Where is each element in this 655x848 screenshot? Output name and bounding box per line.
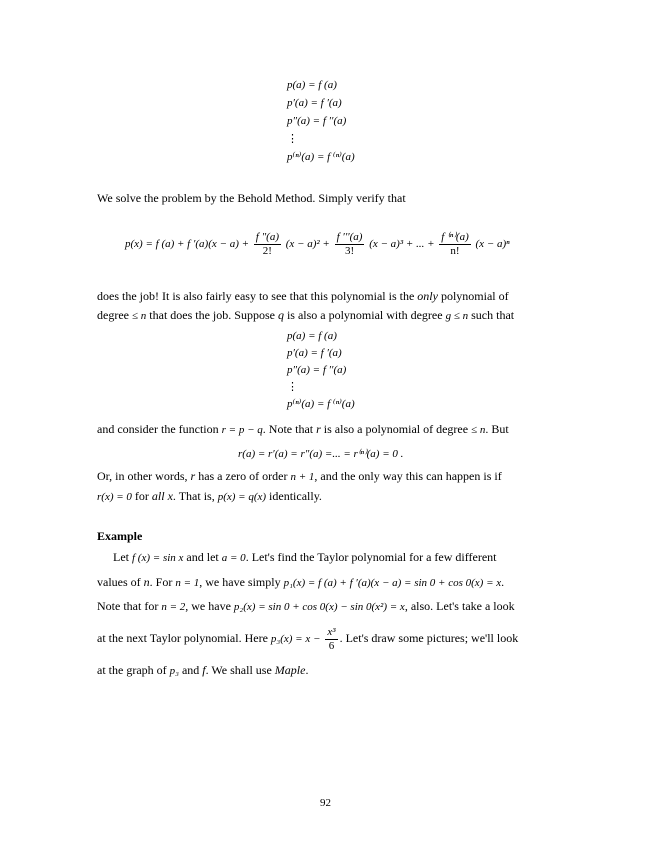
paragraph-line bbox=[113, 550, 497, 565]
paragraph-line bbox=[97, 308, 514, 323]
equation-line: p″(a) = f ′′(a) bbox=[287, 364, 347, 376]
text: is also a polynomial of degree bbox=[323, 422, 469, 436]
emphasis: f bbox=[202, 663, 206, 677]
paragraph-line bbox=[97, 489, 322, 504]
paragraph-line bbox=[97, 663, 308, 678]
paragraph-line bbox=[97, 469, 502, 484]
equation-line: p⁽ⁿ⁾(a) = f ⁽ⁿ⁾(a) bbox=[287, 151, 355, 163]
text: and let bbox=[186, 550, 219, 564]
equation-set-1 bbox=[287, 78, 355, 168]
math: n = 2 bbox=[161, 601, 186, 613]
emphasis: all x bbox=[151, 489, 173, 503]
math: p₃(x) = x − bbox=[270, 633, 321, 645]
math: n + 1 bbox=[290, 471, 315, 483]
text: , and the only way this can happen is if bbox=[314, 469, 502, 483]
math: p₁(x) = f (a) + f ′(a)(x − a) = sin 0 + cos 0(x) = x bbox=[283, 577, 502, 589]
text: identically. bbox=[269, 489, 322, 503]
fraction-numerator: x³ bbox=[327, 625, 336, 638]
text: values of bbox=[97, 575, 141, 589]
text: . That is, bbox=[172, 489, 215, 503]
emphasis: r bbox=[190, 469, 196, 483]
equation-line: p⁽ⁿ⁾(a) = f ⁽ⁿ⁾(a) bbox=[287, 398, 355, 410]
math: n = 1 bbox=[175, 577, 200, 589]
text: does the job! It is also fairly easy to see that this polynomial is the bbox=[97, 289, 415, 303]
text: for bbox=[134, 489, 149, 503]
text: . Let's draw some pictures; we'll look bbox=[339, 631, 519, 645]
emphasis: only bbox=[417, 289, 438, 303]
example-heading: Example bbox=[97, 529, 143, 543]
equation-line: p″(a) = f ′′(a) bbox=[287, 115, 347, 127]
fraction-denominator: 2! bbox=[262, 244, 272, 257]
page-number: 92 bbox=[320, 797, 331, 809]
text: . But bbox=[485, 422, 509, 436]
text: , we have simply bbox=[199, 575, 281, 589]
formula-lhs: p(x) = f (a) + f ′(a)(x − a) + bbox=[125, 238, 250, 250]
text: . bbox=[501, 575, 505, 589]
math: r(x) = 0 bbox=[97, 491, 132, 503]
math: r = p − q bbox=[221, 424, 263, 436]
text: , also. Let's take a look bbox=[404, 599, 515, 613]
fraction bbox=[325, 626, 337, 653]
fraction-numerator: f ⁽ⁿ⁾(a) bbox=[441, 230, 469, 243]
text: . For bbox=[149, 575, 173, 589]
formula-term: (x − a)ⁿ bbox=[475, 238, 510, 250]
text: is also a polynomial with degree bbox=[286, 308, 443, 322]
paragraph-line bbox=[97, 599, 515, 614]
text: , we have bbox=[185, 599, 231, 613]
paragraph-behold: We solve the problem by the Behold Method. Simply verify that bbox=[97, 191, 406, 205]
text: has a zero of order bbox=[198, 469, 288, 483]
text: at the next Taylor polynomial. Here bbox=[97, 631, 268, 645]
math: ≤ n bbox=[131, 310, 147, 322]
equation-line: p(a) = f (a) bbox=[287, 330, 337, 342]
text: and bbox=[181, 663, 200, 677]
equation-line: ⋮ bbox=[287, 381, 298, 393]
text: that does the job. Suppose bbox=[149, 308, 275, 322]
emphasis: n bbox=[143, 575, 150, 589]
fraction bbox=[335, 231, 365, 258]
text: at the graph of bbox=[97, 663, 167, 677]
text: . Note that bbox=[262, 422, 314, 436]
fraction-denominator: 6 bbox=[328, 639, 335, 652]
math: ≤ n bbox=[471, 424, 486, 436]
math: p₂(x) = sin 0 + cos 0(x) − sin 0(x²) = x bbox=[233, 601, 405, 613]
text: degree bbox=[97, 308, 129, 322]
fraction-denominator: 3! bbox=[344, 244, 355, 257]
text: . bbox=[305, 663, 309, 677]
emphasis: Maple bbox=[274, 663, 306, 677]
fraction bbox=[254, 231, 281, 258]
equation-line: ⋮ bbox=[287, 133, 298, 145]
text: polynomial of bbox=[440, 289, 509, 303]
emphasis: q bbox=[277, 308, 284, 322]
formula-term: (x − a)² + bbox=[285, 238, 330, 250]
text: Let bbox=[113, 550, 129, 564]
fraction-numerator: f ′′′(a) bbox=[336, 230, 363, 243]
text: . We shall use bbox=[205, 663, 272, 677]
fraction bbox=[439, 231, 471, 258]
paragraph-line bbox=[97, 289, 509, 303]
equation-line: p′(a) = f ′(a) bbox=[287, 347, 342, 359]
paragraph-line bbox=[97, 623, 518, 655]
paragraph-line bbox=[97, 422, 509, 437]
emphasis: r bbox=[316, 422, 321, 436]
equation-r: r(a) = r′(a) = r″(a) =... = r⁽ⁿ⁾(a) = 0 . bbox=[238, 448, 404, 460]
text: . Let's find the Taylor polynomial for a few different bbox=[245, 550, 497, 564]
text: Note that for bbox=[97, 599, 159, 613]
equation-set-2 bbox=[287, 329, 355, 414]
taylor-formula bbox=[125, 230, 510, 262]
text: such that bbox=[471, 308, 515, 322]
formula-term: (x − a)³ + ... + bbox=[369, 238, 435, 250]
math: p(x) = q(x) bbox=[217, 491, 267, 503]
math: a = 0 bbox=[221, 552, 246, 564]
equation-line: p′(a) = f ′(a) bbox=[287, 97, 342, 109]
math: p₃ bbox=[169, 665, 179, 677]
math: g ≤ n bbox=[445, 310, 469, 322]
paragraph-line bbox=[97, 575, 504, 590]
text: Or, in other words, bbox=[97, 469, 188, 483]
text: and consider the function bbox=[97, 422, 219, 436]
equation-line: p(a) = f (a) bbox=[287, 79, 337, 91]
math: f (x) = sin x bbox=[132, 552, 184, 564]
fraction-numerator: f ″(a) bbox=[255, 230, 279, 243]
fraction-denominator: n! bbox=[450, 244, 460, 257]
